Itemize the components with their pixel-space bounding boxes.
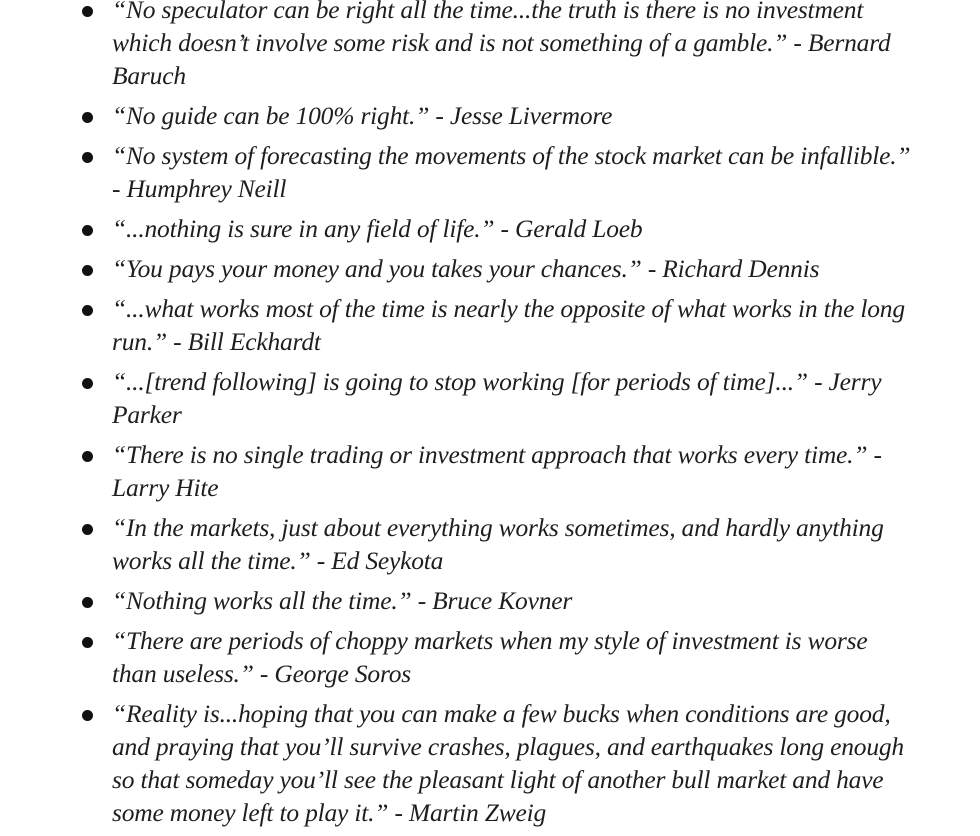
- quote-text: “There are periods of choppy markets when my style of investment is worse than useless.” - George Soros: [112, 626, 868, 688]
- quote-text: “...nothing is sure in any field of life.” - Gerald Loeb: [112, 214, 643, 243]
- bullet-icon: [82, 305, 93, 316]
- list-item: [0, 365, 980, 431]
- quote-text: “You pays your money and you takes your chances.” - Richard Dennis: [112, 254, 820, 283]
- quote-text: “No speculator can be right all the time...the truth is there is no investment which doesn’t involve some risk and is not something of a gamble.” - Bernard Baruch: [112, 0, 891, 90]
- list-item: [0, 438, 980, 504]
- list-item: [0, 292, 980, 358]
- quote-text: “In the markets, just about everything works sometimes, and hardly anything works all the time.” - Ed Seykota: [112, 513, 884, 575]
- list-item: [0, 252, 980, 285]
- bullet-icon: [82, 597, 93, 608]
- list-item: [0, 212, 980, 245]
- bullet-icon: [82, 524, 93, 535]
- bullet-icon: [82, 6, 93, 17]
- bullet-icon: [82, 112, 93, 123]
- quote-text: “...what works most of the time is nearly the opposite of what works in the long run.” - Bill Eckhardt: [112, 294, 905, 356]
- list-item: [0, 0, 980, 92]
- list-item: [0, 511, 980, 577]
- quote-text: “No system of forecasting the movements of the stock market can be infallible.” - Humphrey Neill: [112, 141, 911, 203]
- quote-text: “Nothing works all the time.” - Bruce Kovner: [112, 586, 573, 615]
- quote-text: “Reality is...hoping that you can make a few bucks when conditions are good, and praying that you’ll survive crashes, plagues, and earthquakes long enough so that someday you’ll see the pleasant light of another bull market and have some money left to play it.” - Martin Zweig: [112, 699, 904, 827]
- bullet-icon: [82, 225, 93, 236]
- bullet-icon: [82, 710, 93, 721]
- bullet-icon: [82, 152, 93, 163]
- list-item: [0, 99, 980, 132]
- bullet-icon: [82, 265, 93, 276]
- bullet-icon: [82, 451, 93, 462]
- quote-text: “There is no single trading or investment approach that works every time.” - Larry Hite: [112, 440, 882, 502]
- list-item: [0, 139, 980, 205]
- list-item: [0, 624, 980, 690]
- list-item: [0, 697, 980, 829]
- list-item: [0, 584, 980, 617]
- bullet-icon: [82, 378, 93, 389]
- quote-text: “No guide can be 100% right.” - Jesse Livermore: [112, 101, 613, 130]
- bullet-icon: [82, 637, 93, 648]
- quote-text: “...[trend following] is going to stop working [for periods of time]...” - Jerry Parker: [112, 367, 882, 429]
